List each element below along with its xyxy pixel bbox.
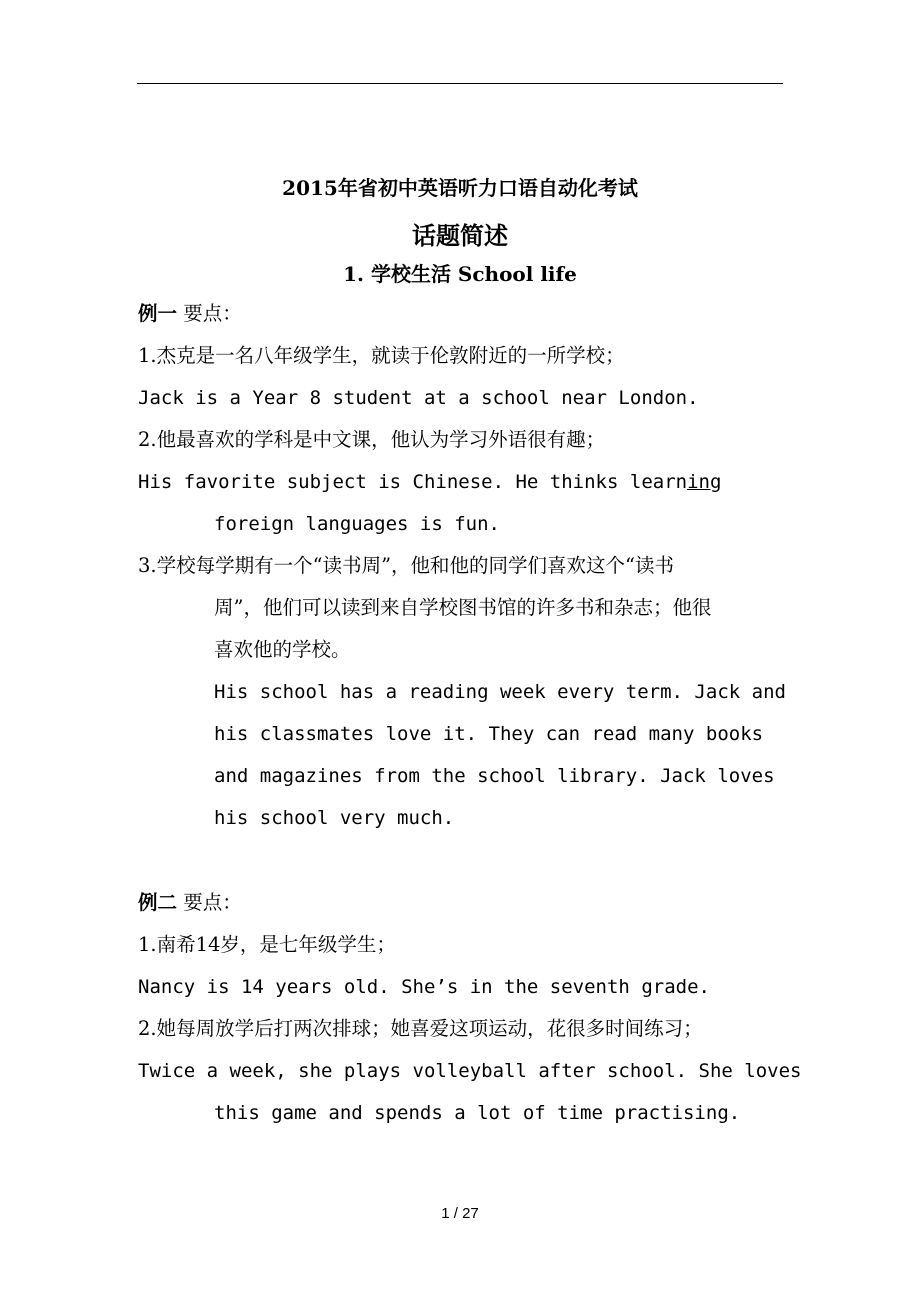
example1-point1-zh: 1.杰克是一名八年级学生，就读于伦敦附近的一所学校； xyxy=(138,344,625,367)
example1-label: 要点： xyxy=(183,302,242,325)
example2-heading: 例二 xyxy=(138,891,178,914)
example1-point2-en-underlined: ing xyxy=(687,471,722,493)
example1-heading-line xyxy=(138,301,242,327)
example1-point3-zh-2: 周”，他们可以读到来自学校图书馆的许多书和杂志；他很 xyxy=(214,596,712,619)
example2-point2-en-cont: this game and spends a lot of time practising. xyxy=(214,1102,741,1124)
document-title: 2015年省初中英语听力口语自动化考试 xyxy=(282,176,638,200)
example2-label: 要点： xyxy=(183,891,242,914)
example2-point2-en: Twice a week, she plays volleyball after school. She loves xyxy=(138,1060,802,1082)
section-title: 1. 学校生活 School life xyxy=(343,262,577,286)
example1-point3-en-1: His school has a reading week every term. Jack and xyxy=(214,681,786,703)
example1-point3-zh-1: 3.学校每学期有一个“读书周”，他和他的同学们喜欢这个“读书 xyxy=(138,554,675,577)
example2-point2-zh: 2.她每周放学后打两次排球；她喜爱这项运动，花很多时间练习； xyxy=(138,1017,703,1040)
header-rule xyxy=(137,83,783,84)
document-subtitle: 话题简述 xyxy=(412,221,508,250)
example1-point3-en-2: his classmates love it. They can read many books xyxy=(214,723,764,745)
example1-point2-en-cont: foreign languages is fun. xyxy=(214,513,500,535)
example1-point1-en: Jack is a Year 8 student at a school near London. xyxy=(138,387,699,409)
example1-heading: 例一 xyxy=(138,302,178,325)
example2-point1-en: Nancy is 14 years old. She’s in the seventh grade. xyxy=(138,976,710,998)
example1-point3-zh-3: 喜欢他的学校。 xyxy=(214,638,351,661)
example2-point1-zh: 1.南希14岁，是七年级学生； xyxy=(138,933,396,956)
example1-point2-en-text: His favorite subject is Chinese. He thinks learn xyxy=(138,471,688,493)
example1-point3-en-3: and magazines from the school library. Jack loves xyxy=(214,765,775,787)
example1-point2-zh: 2.他最喜欢的学科是中文课，他认为学习外语很有趣； xyxy=(138,428,606,451)
example2-heading-line xyxy=(138,890,242,916)
example1-point2-en xyxy=(138,469,721,495)
page-number: 1 / 27 xyxy=(441,1205,479,1222)
example1-point3-en-4: his school very much. xyxy=(214,807,455,829)
